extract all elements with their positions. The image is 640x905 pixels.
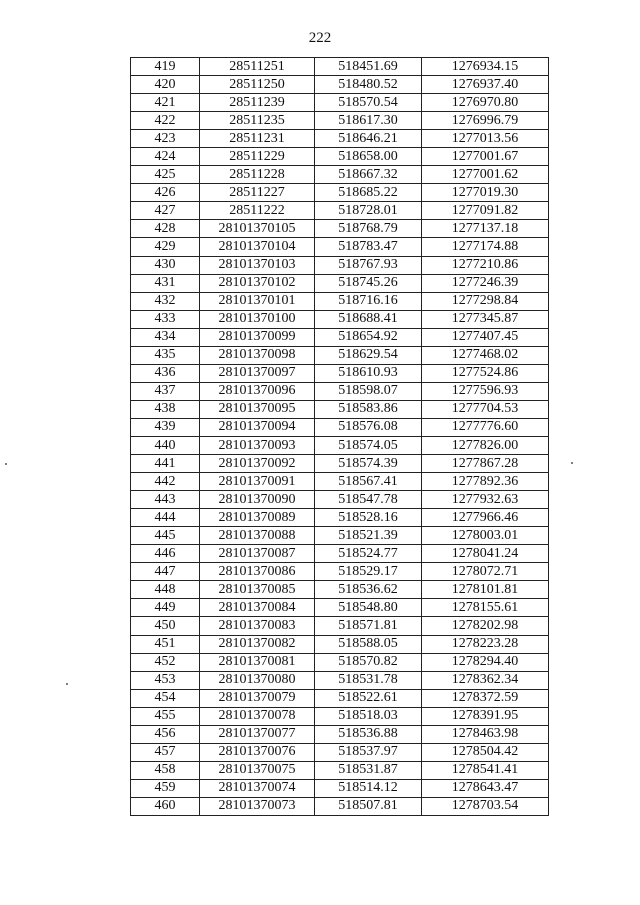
- row-number-cell: 442: [131, 473, 200, 491]
- x-coordinate-cell: 518576.08: [315, 418, 422, 436]
- row-number-cell: 458: [131, 761, 200, 779]
- table-row: [131, 527, 549, 545]
- point-id-cell: 28511250: [200, 76, 315, 94]
- table-row: [131, 689, 549, 707]
- table-row: [131, 58, 549, 76]
- y-coordinate-cell: 1278504.42: [422, 743, 549, 761]
- point-id-cell: 28101370098: [200, 346, 315, 364]
- y-coordinate-cell: 1277345.87: [422, 310, 549, 328]
- x-coordinate-cell: 518654.92: [315, 328, 422, 346]
- point-id-cell: 28101370084: [200, 599, 315, 617]
- row-number-cell: 426: [131, 184, 200, 202]
- page-number: 222: [308, 30, 332, 46]
- row-number-cell: 425: [131, 166, 200, 184]
- point-id-cell: 28101370102: [200, 274, 315, 292]
- x-coordinate-cell: 518524.77: [315, 545, 422, 563]
- table-row: [131, 473, 549, 491]
- x-coordinate-cell: 518716.16: [315, 292, 422, 310]
- table-row: [131, 671, 549, 689]
- table-row: [131, 184, 549, 202]
- y-coordinate-cell: 1278202.98: [422, 617, 549, 635]
- table-row: [131, 364, 549, 382]
- point-id-cell: 28511222: [200, 202, 315, 220]
- row-number-cell: 439: [131, 418, 200, 436]
- point-id-cell: 28511231: [200, 130, 315, 148]
- row-number-cell: 443: [131, 491, 200, 509]
- table-row: [131, 112, 549, 130]
- table-row: [131, 418, 549, 436]
- scan-speck: [5, 463, 7, 465]
- y-coordinate-cell: 1277468.02: [422, 346, 549, 364]
- x-coordinate-cell: 518610.93: [315, 364, 422, 382]
- point-id-cell: 28101370095: [200, 400, 315, 418]
- table-row: [131, 94, 549, 112]
- table-row: [131, 292, 549, 310]
- point-id-cell: 28101370105: [200, 220, 315, 238]
- x-coordinate-cell: 518783.47: [315, 238, 422, 256]
- row-number-cell: 449: [131, 599, 200, 617]
- x-coordinate-cell: 518567.41: [315, 473, 422, 491]
- point-id-cell: 28511228: [200, 166, 315, 184]
- row-number-cell: 422: [131, 112, 200, 130]
- scan-speck: [66, 683, 68, 685]
- point-id-cell: 28101370097: [200, 364, 315, 382]
- x-coordinate-cell: 518646.21: [315, 130, 422, 148]
- point-id-cell: 28511227: [200, 184, 315, 202]
- y-coordinate-cell: 1277524.86: [422, 364, 549, 382]
- row-number-cell: 451: [131, 635, 200, 653]
- y-coordinate-cell: 1276996.79: [422, 112, 549, 130]
- row-number-cell: 440: [131, 436, 200, 454]
- x-coordinate-cell: 518548.80: [315, 599, 422, 617]
- x-coordinate-cell: 518688.41: [315, 310, 422, 328]
- table-row: [131, 76, 549, 94]
- point-id-cell: 28511229: [200, 148, 315, 166]
- y-coordinate-cell: 1277001.67: [422, 148, 549, 166]
- y-coordinate-cell: 1277776.60: [422, 418, 549, 436]
- y-coordinate-cell: 1277932.63: [422, 491, 549, 509]
- row-number-cell: 424: [131, 148, 200, 166]
- y-coordinate-cell: 1277298.84: [422, 292, 549, 310]
- y-coordinate-cell: 1278101.81: [422, 581, 549, 599]
- x-coordinate-cell: 518521.39: [315, 527, 422, 545]
- row-number-cell: 445: [131, 527, 200, 545]
- point-id-cell: 28101370101: [200, 292, 315, 310]
- y-coordinate-cell: 1278372.59: [422, 689, 549, 707]
- point-id-cell: 28101370080: [200, 671, 315, 689]
- x-coordinate-cell: 518767.93: [315, 256, 422, 274]
- y-coordinate-cell: 1277826.00: [422, 436, 549, 454]
- table-row: [131, 400, 549, 418]
- row-number-cell: 429: [131, 238, 200, 256]
- row-number-cell: 444: [131, 509, 200, 527]
- table-row: [131, 346, 549, 364]
- table-row: [131, 436, 549, 454]
- point-id-cell: 28511239: [200, 94, 315, 112]
- point-id-cell: 28511251: [200, 58, 315, 76]
- table-row: [131, 545, 549, 563]
- x-coordinate-cell: 518583.86: [315, 400, 422, 418]
- y-coordinate-cell: 1277596.93: [422, 382, 549, 400]
- y-coordinate-cell: 1277210.86: [422, 256, 549, 274]
- x-coordinate-cell: 518531.78: [315, 671, 422, 689]
- x-coordinate-cell: 518522.61: [315, 689, 422, 707]
- row-number-cell: 423: [131, 130, 200, 148]
- table-row: [131, 148, 549, 166]
- y-coordinate-cell: 1276937.40: [422, 76, 549, 94]
- row-number-cell: 432: [131, 292, 200, 310]
- x-coordinate-cell: 518451.69: [315, 58, 422, 76]
- point-id-cell: 28101370096: [200, 382, 315, 400]
- row-number-cell: 419: [131, 58, 200, 76]
- point-id-cell: 28101370091: [200, 473, 315, 491]
- y-coordinate-cell: 1278294.40: [422, 653, 549, 671]
- table-row: [131, 256, 549, 274]
- y-coordinate-cell: 1277966.46: [422, 509, 549, 527]
- y-coordinate-cell: 1278003.01: [422, 527, 549, 545]
- row-number-cell: 447: [131, 563, 200, 581]
- row-number-cell: 454: [131, 689, 200, 707]
- table-row: [131, 274, 549, 292]
- point-id-cell: 28101370078: [200, 707, 315, 725]
- x-coordinate-cell: 518529.17: [315, 563, 422, 581]
- row-number-cell: 438: [131, 400, 200, 418]
- row-number-cell: 435: [131, 346, 200, 364]
- x-coordinate-cell: 518528.16: [315, 509, 422, 527]
- table-row: [131, 238, 549, 256]
- row-number-cell: 431: [131, 274, 200, 292]
- table-row: [131, 599, 549, 617]
- y-coordinate-cell: 1277704.53: [422, 400, 549, 418]
- x-coordinate-cell: 518598.07: [315, 382, 422, 400]
- point-id-cell: 28101370104: [200, 238, 315, 256]
- row-number-cell: 455: [131, 707, 200, 725]
- table-row: [131, 761, 549, 779]
- y-coordinate-cell: 1278391.95: [422, 707, 549, 725]
- y-coordinate-cell: 1278643.47: [422, 779, 549, 797]
- x-coordinate-cell: 518745.26: [315, 274, 422, 292]
- table-row: [131, 130, 549, 148]
- coordinates-table: [130, 57, 549, 816]
- point-id-cell: 28101370075: [200, 761, 315, 779]
- row-number-cell: 433: [131, 310, 200, 328]
- point-id-cell: 28101370083: [200, 617, 315, 635]
- point-id-cell: 28101370090: [200, 491, 315, 509]
- table-row: [131, 202, 549, 220]
- row-number-cell: 434: [131, 328, 200, 346]
- row-number-cell: 452: [131, 653, 200, 671]
- row-number-cell: 459: [131, 779, 200, 797]
- table-row: [131, 581, 549, 599]
- row-number-cell: 450: [131, 617, 200, 635]
- coordinates-table-body: [131, 58, 549, 816]
- y-coordinate-cell: 1277019.30: [422, 184, 549, 202]
- x-coordinate-cell: 518536.88: [315, 725, 422, 743]
- table-row: [131, 220, 549, 238]
- row-number-cell: 457: [131, 743, 200, 761]
- y-coordinate-cell: 1277001.62: [422, 166, 549, 184]
- x-coordinate-cell: 518571.81: [315, 617, 422, 635]
- point-id-cell: 28101370074: [200, 779, 315, 797]
- x-coordinate-cell: 518507.81: [315, 797, 422, 815]
- row-number-cell: 460: [131, 797, 200, 815]
- point-id-cell: 28101370079: [200, 689, 315, 707]
- table-row: [131, 563, 549, 581]
- y-coordinate-cell: 1278155.61: [422, 599, 549, 617]
- point-id-cell: 28101370087: [200, 545, 315, 563]
- y-coordinate-cell: 1278362.34: [422, 671, 549, 689]
- point-id-cell: 28101370094: [200, 418, 315, 436]
- point-id-cell: 28511235: [200, 112, 315, 130]
- x-coordinate-cell: 518685.22: [315, 184, 422, 202]
- row-number-cell: 420: [131, 76, 200, 94]
- y-coordinate-cell: 1277091.82: [422, 202, 549, 220]
- row-number-cell: 430: [131, 256, 200, 274]
- table-row: [131, 635, 549, 653]
- table-row: [131, 797, 549, 815]
- table-row: [131, 328, 549, 346]
- x-coordinate-cell: 518570.82: [315, 653, 422, 671]
- y-coordinate-cell: 1278703.54: [422, 797, 549, 815]
- table-row: [131, 310, 549, 328]
- row-number-cell: 428: [131, 220, 200, 238]
- point-id-cell: 28101370073: [200, 797, 315, 815]
- table-row: [131, 617, 549, 635]
- x-coordinate-cell: 518658.00: [315, 148, 422, 166]
- x-coordinate-cell: 518480.52: [315, 76, 422, 94]
- x-coordinate-cell: 518768.79: [315, 220, 422, 238]
- point-id-cell: 28101370093: [200, 436, 315, 454]
- y-coordinate-cell: 1276934.15: [422, 58, 549, 76]
- point-id-cell: 28101370089: [200, 509, 315, 527]
- y-coordinate-cell: 1278541.41: [422, 761, 549, 779]
- table-row: [131, 707, 549, 725]
- x-coordinate-cell: 518570.54: [315, 94, 422, 112]
- x-coordinate-cell: 518547.78: [315, 491, 422, 509]
- y-coordinate-cell: 1277013.56: [422, 130, 549, 148]
- table-row: [131, 743, 549, 761]
- y-coordinate-cell: 1277867.28: [422, 455, 549, 473]
- y-coordinate-cell: 1278041.24: [422, 545, 549, 563]
- y-coordinate-cell: 1277137.18: [422, 220, 549, 238]
- point-id-cell: 28101370099: [200, 328, 315, 346]
- row-number-cell: 456: [131, 725, 200, 743]
- point-id-cell: 28101370081: [200, 653, 315, 671]
- x-coordinate-cell: 518728.01: [315, 202, 422, 220]
- point-id-cell: 28101370103: [200, 256, 315, 274]
- x-coordinate-cell: 518629.54: [315, 346, 422, 364]
- x-coordinate-cell: 518531.87: [315, 761, 422, 779]
- table-row: [131, 166, 549, 184]
- table-row: [131, 653, 549, 671]
- y-coordinate-cell: 1277174.88: [422, 238, 549, 256]
- table-row: [131, 725, 549, 743]
- y-coordinate-cell: 1277246.39: [422, 274, 549, 292]
- point-id-cell: 28101370076: [200, 743, 315, 761]
- point-id-cell: 28101370100: [200, 310, 315, 328]
- x-coordinate-cell: 518536.62: [315, 581, 422, 599]
- scan-speck: [571, 462, 573, 464]
- row-number-cell: 441: [131, 455, 200, 473]
- x-coordinate-cell: 518518.03: [315, 707, 422, 725]
- row-number-cell: 427: [131, 202, 200, 220]
- x-coordinate-cell: 518537.97: [315, 743, 422, 761]
- row-number-cell: 453: [131, 671, 200, 689]
- x-coordinate-cell: 518574.39: [315, 455, 422, 473]
- y-coordinate-cell: 1277892.36: [422, 473, 549, 491]
- point-id-cell: 28101370086: [200, 563, 315, 581]
- row-number-cell: 437: [131, 382, 200, 400]
- x-coordinate-cell: 518617.30: [315, 112, 422, 130]
- point-id-cell: 28101370092: [200, 455, 315, 473]
- table-row: [131, 491, 549, 509]
- point-id-cell: 28101370082: [200, 635, 315, 653]
- y-coordinate-cell: 1278223.28: [422, 635, 549, 653]
- row-number-cell: 436: [131, 364, 200, 382]
- y-coordinate-cell: 1276970.80: [422, 94, 549, 112]
- table-row: [131, 509, 549, 527]
- point-id-cell: 28101370088: [200, 527, 315, 545]
- x-coordinate-cell: 518574.05: [315, 436, 422, 454]
- y-coordinate-cell: 1278072.71: [422, 563, 549, 581]
- x-coordinate-cell: 518588.05: [315, 635, 422, 653]
- row-number-cell: 421: [131, 94, 200, 112]
- point-id-cell: 28101370085: [200, 581, 315, 599]
- table-row: [131, 382, 549, 400]
- y-coordinate-cell: 1278463.98: [422, 725, 549, 743]
- point-id-cell: 28101370077: [200, 725, 315, 743]
- row-number-cell: 448: [131, 581, 200, 599]
- x-coordinate-cell: 518667.32: [315, 166, 422, 184]
- y-coordinate-cell: 1277407.45: [422, 328, 549, 346]
- table-row: [131, 455, 549, 473]
- table-row: [131, 779, 549, 797]
- row-number-cell: 446: [131, 545, 200, 563]
- x-coordinate-cell: 518514.12: [315, 779, 422, 797]
